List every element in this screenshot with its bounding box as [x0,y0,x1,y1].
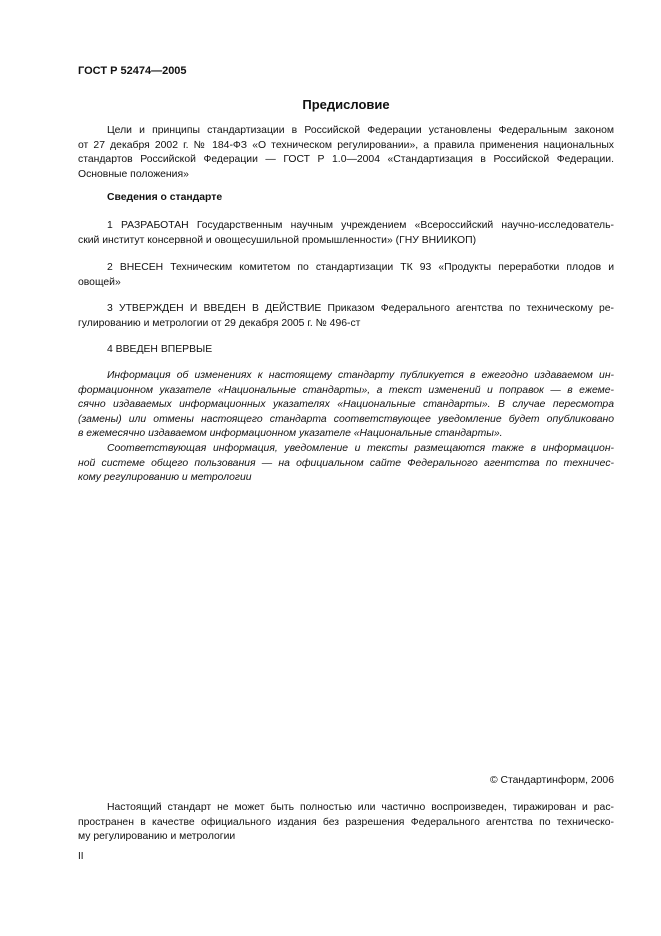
item-4 [78,343,614,358]
info-line: кому регулированию и метрологии [78,472,252,484]
item-line: 3 УТВЕРЖДЕН И ВВЕДЕН В ДЕЙСТВИЕ Приказом Федерального агентства по техническому ре- [107,303,614,314]
section-heading: Сведения о стандарте [107,192,223,203]
info-line: (замены) или отмены настоящего стандарта соответствующее уведомление будет опубликовано [78,413,614,425]
item-2 [78,261,614,290]
item-1 [78,219,614,248]
page-number: II [78,851,84,862]
item-line: 4 ВВЕДЕН ВПЕРВЫЕ [107,344,213,355]
intro-line: Основные положения» [78,168,189,180]
item-line: 2 ВНЕСЕН Техническим комитетом по стандартизации ТК 93 «Продукты переработки плодов и [107,262,614,273]
item-line: овощей» [78,276,121,288]
item-line: ский институт консервной и овощесушильной промышленности» (ГНУ ВНИИКОП) [78,234,477,246]
notice-line: Настоящий стандарт не может быть полностью или частично воспроизведен, тиражирован и рас- [107,802,614,813]
item-line: гулированию и метрологии от 29 декабря 2005 г. № 496-ст [78,317,361,329]
intro-line: Цели и принципы стандартизации в Российской Федерации установлены Федеральным законом [107,125,614,136]
info-line: сячно издаваемых информационных указателях «Национальные стандарты». В случае пересмотра [78,399,614,411]
info-line: формационном указателе «Национальные стандарты», а текст изменений и поправок — в ежеме- [78,384,614,396]
notice-line: му регулированию и метрологии [78,831,236,843]
page-title: Предисловие [302,97,390,112]
info-line: Соответствующая информация, уведомление и тексты размещаются также в информацион- [107,442,614,454]
reproduction-notice [78,801,614,845]
copyright: © Стандартинформ, 2006 [489,775,614,786]
item-3 [78,302,614,331]
intro-paragraph [78,124,614,182]
info-line: ной системе общего пользования — на официальном сайте Федерального агентства по техничес- [78,457,614,469]
intro-line: стандартов Российской Федерации — ГОСТ Р 1.0—2004 «Стандартизация в Российской Федерации. [78,154,614,166]
info-paragraph [78,369,614,486]
item-line: 1 РАЗРАБОТАН Государственным научным учреждением «Всероссийский научно-исследователь- [107,220,614,231]
info-line: Информация об изменениях к настоящему стандарту публикуется в ежегодно издаваемом ин- [107,370,614,381]
document-id: ГОСТ Р 52474—2005 [78,65,187,77]
intro-line: от 27 декабря 2002 г. № 184-ФЗ «О техническом регулировании», а правила применения национальных [78,139,614,151]
info-line: в ежемесячно издаваемом информационном указателе «Национальные стандарты». [78,428,503,440]
notice-line: пространен в качестве официального издания без разрешения Федерального агентства по техническо- [78,816,614,828]
